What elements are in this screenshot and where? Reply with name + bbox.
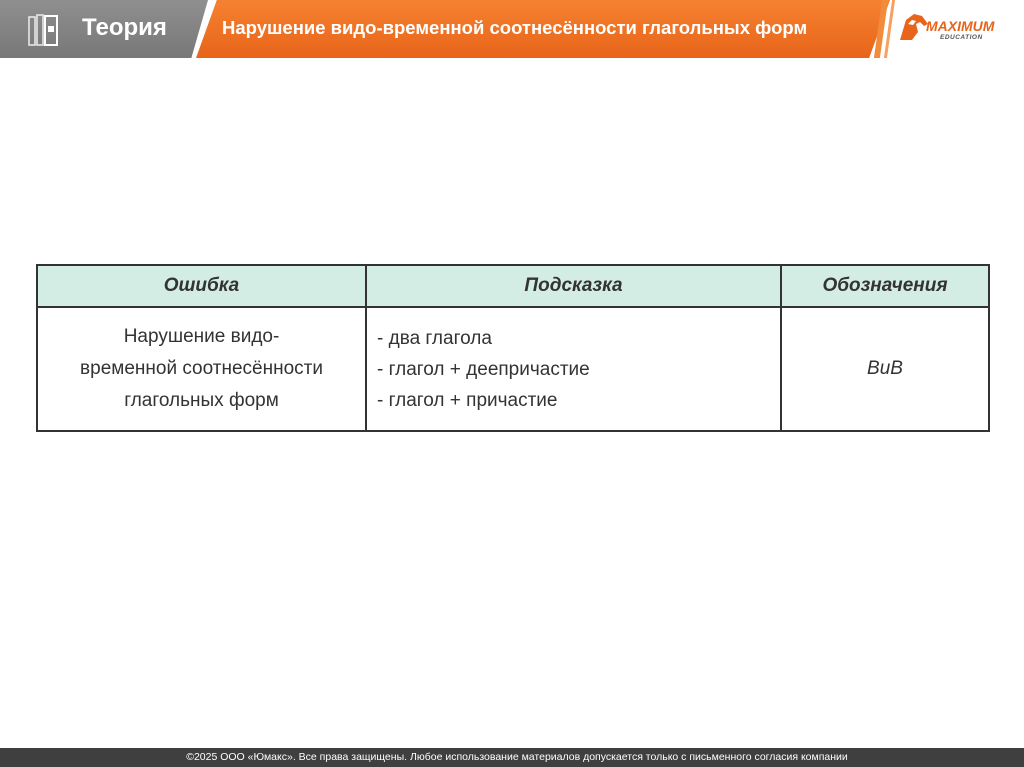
company-logo bbox=[896, 8, 1020, 50]
table-row bbox=[37, 307, 989, 431]
logo-subtitle: EDUCATION bbox=[940, 34, 983, 41]
logo-name: MAXIMUM bbox=[926, 18, 995, 34]
code-cell: ВиВ bbox=[781, 307, 989, 431]
rules-table bbox=[36, 264, 988, 432]
error-cell bbox=[37, 307, 366, 431]
copyright-footer bbox=[0, 748, 1024, 767]
hint-line: - глагол + причастие bbox=[377, 389, 558, 411]
error-line: временной соотнесённости bbox=[80, 358, 323, 379]
slide-header bbox=[0, 0, 1024, 58]
header-error: Ошибка bbox=[37, 265, 366, 307]
hint-line: - два глагола bbox=[377, 327, 492, 349]
section-title: Теория bbox=[82, 14, 167, 41]
header-code: Обозначения bbox=[781, 265, 989, 307]
error-line: глагольных форм bbox=[124, 390, 279, 411]
header-hint: Подсказка bbox=[366, 265, 781, 307]
hint-cell bbox=[366, 307, 781, 431]
hint-line: - глагол + деепричастие bbox=[377, 358, 590, 380]
topic-title: Нарушение видо-временной соотнесённости глагольных форм bbox=[222, 17, 808, 38]
copyright-text: ©2025 ООО «Юмакс». Все права защищены. Любое использование материалов допускается только с письменного согласия компании bbox=[186, 751, 848, 763]
error-line: Нарушение видо- bbox=[123, 326, 280, 347]
table-header-row bbox=[37, 265, 989, 307]
book-icon bbox=[26, 11, 64, 49]
